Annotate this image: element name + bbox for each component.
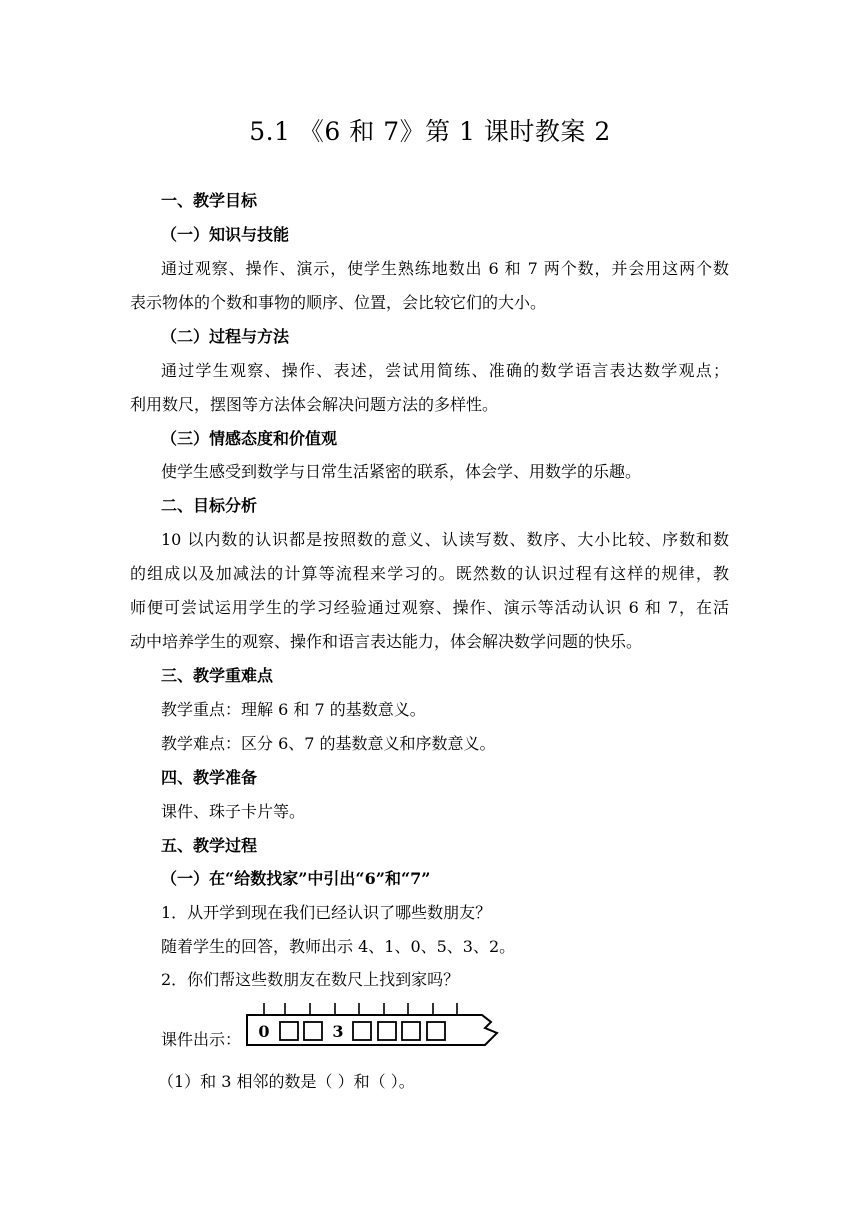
ruler-empty-box: [378, 1022, 396, 1040]
preparation-text: 课件、珠子卡片等。: [161, 802, 306, 821]
section-heading-process: 五、教学过程: [161, 836, 258, 855]
paragraph-line: 通过观察、操作、演示，使学生熟练地数出 6 和 7 两个数，并会用这两个数: [161, 259, 729, 278]
paragraph-line: 的组成以及加减法的计算等流程来学习的。既然数的认识过程有这样的规律，教: [130, 564, 729, 583]
ruler-empty-box: [402, 1022, 420, 1040]
paragraph-line: 使学生感受到数学与日常生活紧密的联系，体会学、用数学的乐趣。: [161, 462, 642, 481]
ruler-digit: 3: [332, 1022, 344, 1041]
ruler-label: 课件出示：: [161, 1030, 242, 1049]
difficult-point-text: 教学难点：区分 6、7 的基数意义和序数意义。: [161, 734, 496, 753]
paragraph-line: 10 以内数的认识都是按照数的意义、认读写数、数序、大小比较、序数和数: [161, 530, 729, 549]
question-text: 2．你们帮这些数朋友在数尺上找到家吗？: [161, 970, 460, 989]
ruler-empty-box: [353, 1022, 371, 1040]
subheading-process-methods: （二）过程与方法: [161, 327, 290, 346]
answer-text: 随着学生的回答，教师出示 4、1、0、5、3、2。: [161, 937, 516, 956]
section-heading-preparation: 四、教学准备: [161, 768, 258, 787]
section-heading-analysis: 二、目标分析: [161, 496, 258, 515]
number-ruler-figure: [245, 1000, 503, 1048]
question-text: 1．从开学到现在我们已经认识了哪些数朋友？: [161, 903, 492, 922]
key-point-text: 教学重点：理解 6 和 7 的基数意义。: [161, 700, 426, 719]
subheading-attitude-values: （三）情感态度和价值观: [161, 429, 338, 448]
question-text: （1）和 3 相邻的数是（ ）和（ ）。: [158, 1072, 415, 1091]
paragraph-line: 利用数尺，摆图等方法体会解决问题方法的多样性。: [130, 395, 499, 414]
subheading-introduce-numbers: （一）在“给数找家”中引出“6”和“7”: [161, 869, 431, 888]
paragraph-line: 动中培养学生的观察、操作和语言表达能力，体会解决数学问题的快乐。: [130, 632, 643, 651]
section-heading-objectives: 一、教学目标: [161, 191, 258, 210]
document-title: 5.1 《6 和 7》第 1 课时教案 2: [249, 117, 611, 146]
section-heading-key-points: 三、教学重难点: [161, 666, 274, 685]
ruler-empty-box: [304, 1022, 322, 1040]
number-ruler-row: [161, 998, 561, 1058]
ruler-empty-box: [280, 1022, 298, 1040]
ruler-digit: 0: [258, 1022, 270, 1041]
ruler-empty-box: [427, 1022, 445, 1040]
paragraph-line: 师便可尝试运用学生的学习经验通过观察、操作、演示等活动认识 6 和 7，在活: [130, 598, 729, 617]
ruler-ticks: [264, 1003, 457, 1015]
paragraph-line: 表示物体的个数和事物的顺序、位置，会比较它们的大小。: [130, 293, 547, 312]
subheading-knowledge-skills: （一）知识与技能: [161, 225, 290, 244]
paragraph-line: 通过学生观察、操作、表述，尝试用简练、准确的数学语言表达数学观点；: [161, 361, 729, 380]
